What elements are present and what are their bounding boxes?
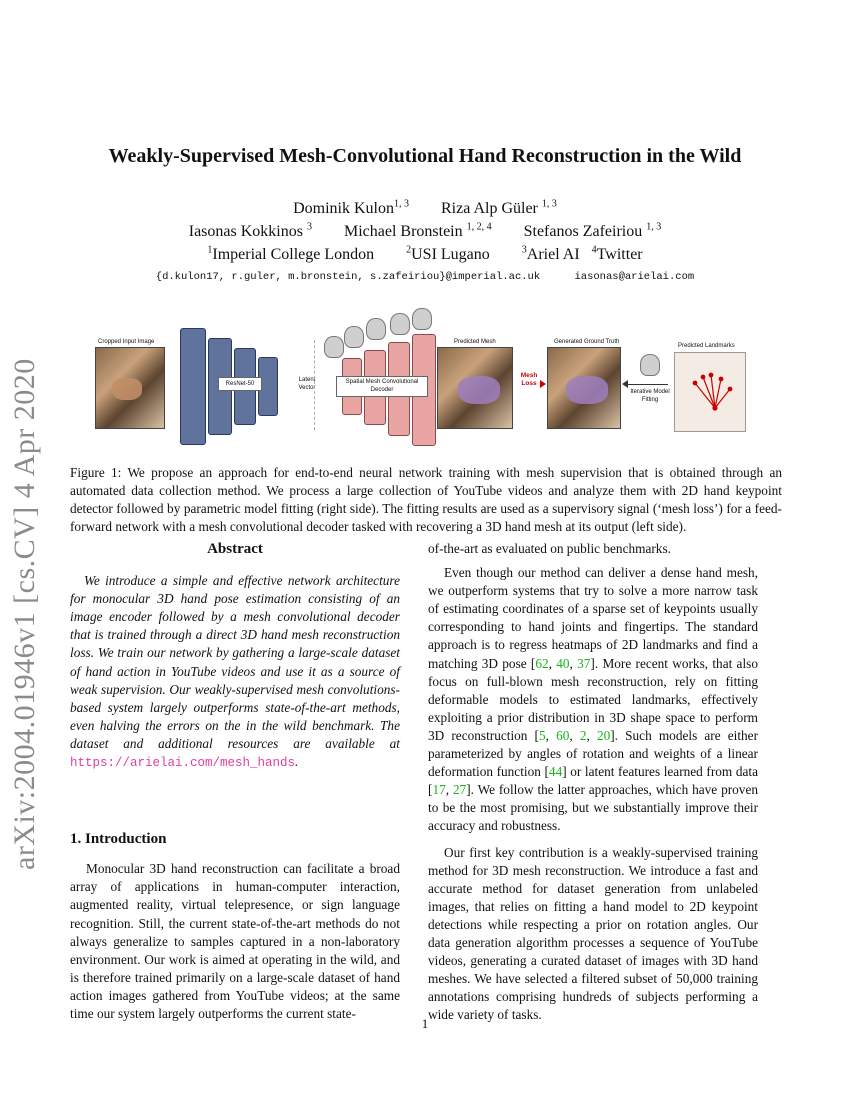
continued-text: of-the-art as evaluated on public benchmarks. [428,541,671,556]
email: {d.kulon17, r.guler, m.bronstein, s.zafeiriou}@imperial.ac.uk [155,271,541,283]
hand-mesh-icon [412,308,432,330]
citation-link[interactable]: 20 [596,727,611,743]
label-predicted-landmarks: Predicted Landmarks [678,343,735,349]
citation-link[interactable]: 17 [432,782,446,798]
abstract-body: We introduce a simple and effective network architecture for monocular 3D hand pose estimation consisting of an image encoder followed by a mesh convolutional decoder that is trained through a direct 3D hand mesh reconstruction loss. We train our network by gathering a large-scale dataset of hand action in YouTube videos and use it as a source of weak supervision. Our weakly-supervised mesh convolutions-based system largely outperforms state-of-the-art methods, even halving the errors on the in the wild benchmark. The dataset and additional resources are available at https://arielai.com/mesh_hands. [70,573,400,771]
hand-mesh-icon [366,318,386,340]
label-cropped-input: Cropped Input Image [98,339,155,345]
arrow-head-icon [622,380,628,388]
paper-title: Weakly-Supervised Mesh-Convolutional Hand Reconstruction in the Wild [108,145,742,167]
email: iasonas@arielai.com [574,271,695,283]
predicted-mesh-image [437,347,513,429]
ground-truth-image [547,347,621,429]
author: Stefanos Zafeiriou $^{1, 3}$ [523,222,662,241]
abstract-text: We introduce a simple and effective network architecture for monocular 3D hand pose estimation consisting of an image encoder followed by a mesh convolutional decoder that is trained through a direct 3D hand mesh reconstruction loss. We train our network by gathering a large-scale dataset of hand action in YouTube videos and use it as a source of weak supervision. Our weakly-supervised mesh convolutions-based system largely outperforms state-of-the-art methods, even halving the errors on the in the wild benchmark. The dataset and additional resources are available at [70,573,400,751]
hand-mesh-icon [324,336,344,358]
citation-link[interactable]: 40 [556,655,570,671]
figure-caption: Figure 1: We propose an approach for end-to-end neural network training with mesh supervision that is obtained through an automated data collection method. We process a large collection of YouTube videos and analyze them with 2D hand keypoint detector followed by parametric model fitting (right side). The fitting results are used as a supervisory signal (‘mesh loss’) for a feed-forward network with a mesh convolutional decoder tasked with recovering a 3D hand mesh at its output (left side). [70,465,782,534]
author-line-1 [0,199,850,218]
hand-mesh-icon [390,313,410,335]
encoder-layer [180,328,206,445]
left-column [70,540,400,1023]
affiliation: $^3$Ariel AI [521,245,580,264]
citation-link[interactable]: 44 [548,764,563,780]
email-line [0,271,850,283]
author: Michael Bronstein $^{1, 2, 4}$ [343,222,492,241]
citation-link[interactable]: 37 [577,655,591,671]
label-decoder: Spatial Mesh Convolutional Decoder [336,376,428,397]
resources-link[interactable]: https://arielai.com/mesh_hands [70,756,296,771]
affiliations [0,245,850,264]
affiliation: $^1$Imperial College London [207,245,375,264]
page-number: 1 [421,1016,429,1031]
divider [314,340,316,430]
author-line-2 [0,222,850,241]
affiliation: $^2$USI Lugano [406,245,490,264]
landmarks-image [674,352,746,432]
figure-1 [92,310,752,460]
citation-link[interactable]: 62 [535,655,549,671]
citation-link[interactable]: 60 [556,727,570,743]
landmarks-skeleton [675,353,745,431]
intro-paragraph: Monocular 3D hand reconstruction can facilitate a broad array of applications in human-computer interaction, augmented reality, virtual telepresence, or sign language recognition. Still, the current state-of-the-art methods do not always generalize to samples captured in a non-laboratory environment. Our work is aimed at operating in the wild, and is therefore trained primarily on a large-scale dataset of hand action images gathered from YouTube videos; at the same time our system largely outperforms the current state- [70,861,400,1021]
label-encoder: ResNet-50 [218,377,262,391]
arxiv-identifier: arXiv:2004.01946v1 [cs.CV] 4 Apr 2020 [8,358,41,870]
hand-mesh-icon [344,326,364,348]
label-latent: Latent Vector [298,377,316,391]
author: Dominik Kulon$^{1, 3}$ [293,199,409,218]
affiliation: $^4$Twitter [591,245,643,264]
arrow-head-icon [540,380,546,388]
body-paragraph: Our first key contribution is a weakly-supervised training method for 3D mesh reconstruction. We introduce a fast and accurate method for dataset generation from unlabeled images, that relies on fitting a hand model to 2D keypoint detections while respecting a prior on rotation angles. Our data generation algorithm processes a sequence of YouTube videos, generating a curated dataset of images with 3D hand meshes. We have selected a filtered subset of 50,000 training annotations comprising hundreds of subjects performing a wide variety of tasks. [428,844,758,1023]
introduction-heading: 1. Introduction [70,831,167,848]
label-generated-gt: Generated Ground Truth [554,339,620,345]
label-iterative-fitting: Iterative Model Fitting [630,389,670,403]
citation-link[interactable]: 27 [452,782,467,798]
author: Iasonas Kokkinos $^3$ [188,222,312,241]
abstract-heading: Abstract [207,541,263,557]
hand-mesh-icon [640,354,660,376]
body-paragraph: Even though our method can deliver a dense hand mesh, we outperform systems that try to solve a more narrow task of estimating coordinates of a sparse set of keypoints usually corresponding to hand joints and fingertips. The standard approach is to regress heatmaps of 2D landmarks and find a matching 3D pose [62, 40, 37]. More recent works, that also focus on full-blown mesh reconstruction, rely on fitting deformable models to estimated landmarks, effectively exploiting a prior distribution in 3D shape space to perform 3D reconstruction [5, 60, 2, 20]. Such models are either parameterized by angles of rotation and weights of a linear deformation function [44] or latent features learned from data [17, 27]. We follow the latter approaches, which have proven to be the most promising, but we substantially improve their accuracy and robustness. [428,565,759,834]
citation-link[interactable]: 5 [538,727,546,743]
right-column [428,540,758,1024]
fitting-arrow [626,384,668,385]
label-predicted-mesh: Predicted Mesh [454,339,496,345]
citation-link[interactable]: 2 [579,727,587,743]
author: Riza Alp Güler $^{1, 3}$ [441,199,557,218]
label-mesh-loss: Mesh Loss [514,372,544,388]
input-image [95,347,165,429]
